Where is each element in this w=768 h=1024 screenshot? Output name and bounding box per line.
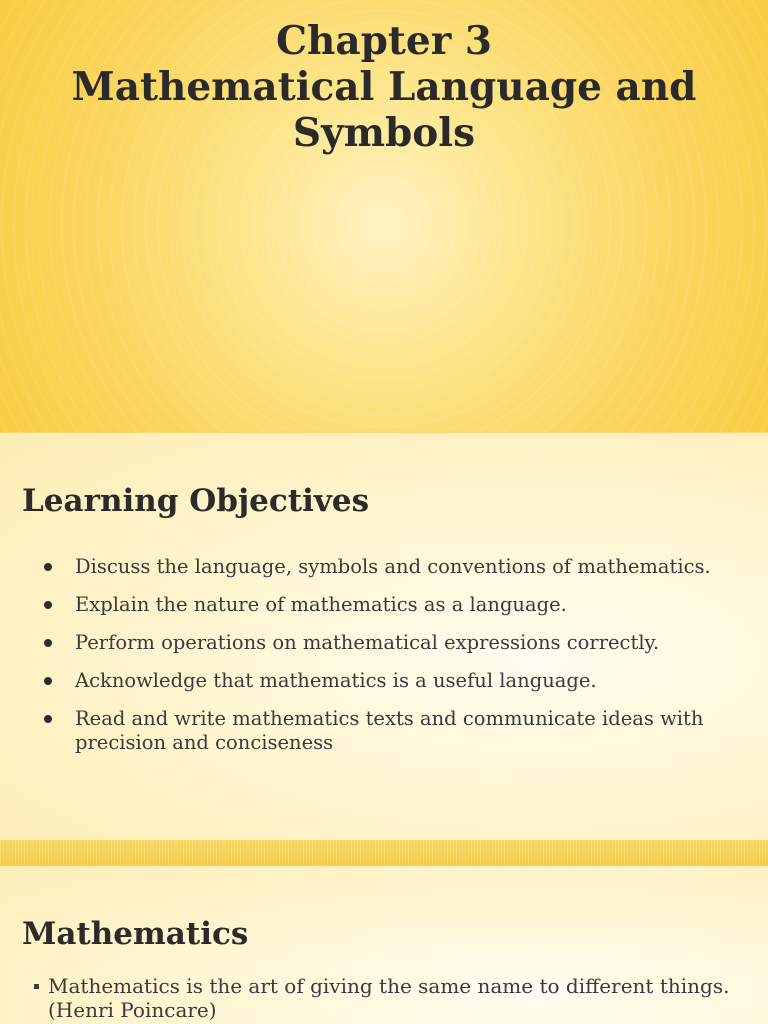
bullet-dot-icon xyxy=(44,715,52,723)
mathematics-heading: Mathematics xyxy=(22,916,249,952)
bullet-dot-icon xyxy=(44,601,52,609)
objective-text: Discuss the language, symbols and conventions of mathematics. xyxy=(75,555,711,578)
title-line-3: Symbols xyxy=(292,110,476,156)
mathematics-text: Mathematics is the art of giving the same name to different things. (Henri Poincare) xyxy=(48,974,730,1022)
objective-item xyxy=(0,669,768,693)
slide-title xyxy=(40,18,728,156)
title-line-2: Mathematical Language and xyxy=(71,64,697,110)
slide-divider xyxy=(0,840,768,866)
title-line-1: Chapter 3 xyxy=(275,18,493,64)
objective-text: Acknowledge that mathematics is a useful language. xyxy=(75,669,597,692)
objective-item xyxy=(0,555,768,579)
objectives-list xyxy=(0,555,768,769)
objective-item xyxy=(0,707,768,755)
objective-item xyxy=(0,631,768,655)
mathematics-item xyxy=(0,974,768,1022)
bullet-square-icon xyxy=(34,984,39,989)
objective-text: Read and write mathematics texts and communicate ideas with precision and conciseness xyxy=(75,707,704,754)
objective-text: Perform operations on mathematical expressions correctly. xyxy=(75,631,660,654)
title-slide xyxy=(0,0,768,432)
bullet-dot-icon xyxy=(44,639,52,647)
objectives-heading: Learning Objectives xyxy=(22,483,370,519)
objective-item xyxy=(0,593,768,617)
objectives-slide xyxy=(0,432,768,841)
bullet-dot-icon xyxy=(44,563,52,571)
objective-text: Explain the nature of mathematics as a language. xyxy=(75,593,567,616)
bullet-dot-icon xyxy=(44,677,52,685)
mathematics-slide xyxy=(0,866,768,1024)
mathematics-list xyxy=(0,974,768,1022)
